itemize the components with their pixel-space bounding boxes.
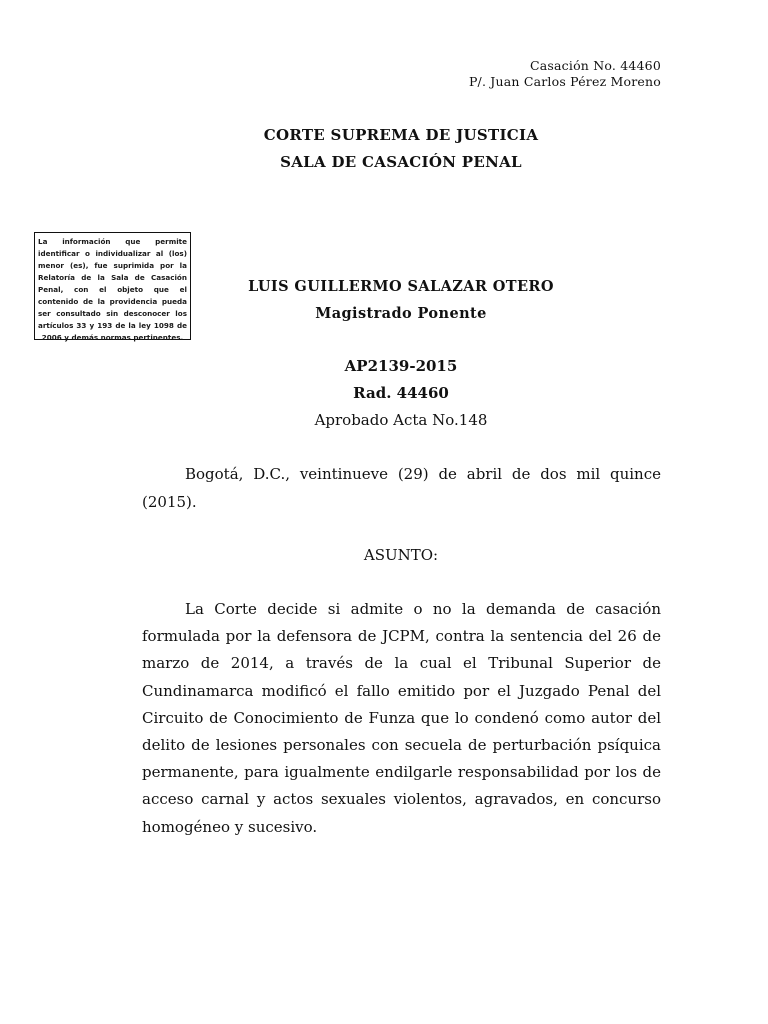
radicado: Rad. 44460 <box>353 384 449 402</box>
case-reference <box>469 58 661 90</box>
case-identifiers <box>0 353 768 434</box>
section-heading: ASUNTO: <box>363 546 439 564</box>
court-heading <box>0 122 768 176</box>
privacy-notice-text: La información que permite identificar o individualizar al (los) menor (es), fue suprimida por la Relatoría de la Sala de Casación Penal, con el objeto que el contenido de la providencia pueda ser consultado sin desconocer los artículos 33 y 193 de la ley 1098 de 2006 y demás normas pertinentes. <box>38 237 187 342</box>
court-chamber: SALA DE CASACIÓN PENAL <box>280 153 522 171</box>
auto-id: AP2139-2015 <box>344 357 458 375</box>
magistrate-name: LUIS GUILLERMO SALAZAR OTERO <box>248 278 554 295</box>
case-number: Casación No. 44460 <box>530 58 661 73</box>
acta-approval: Aprobado Acta No.148 <box>314 411 488 429</box>
date-paragraph: Bogotá, D.C., veintinueve (29) de abril de dos mil quince (2015). <box>142 465 661 511</box>
magistrate-block <box>0 273 768 327</box>
court-name: CORTE SUPREMA DE JUSTICIA <box>263 126 539 144</box>
party-name: P/. Juan Carlos Pérez Moreno <box>468 74 661 89</box>
body-paragraph: La Corte decide si admite o no la demanda de casación formulada por la defensora de JCPM, contra la sentencia del 26 de marzo de 2014, a través de la cual el Tribunal Superior de Cundinamarca modificó el fallo emitido por el Juzgado Penal del Circuito de Conocimiento de Funza que lo condenó como autor del delito de lesiones personales con secuela de perturbación psíquica permanente, para igualmente endilgarle responsabilidad por los de acceso carnal y actos sexuales violentos, agravados, en concurso homogéneo y sucesivo. <box>142 600 661 836</box>
magistrate-role: Magistrado Ponente <box>315 305 487 322</box>
